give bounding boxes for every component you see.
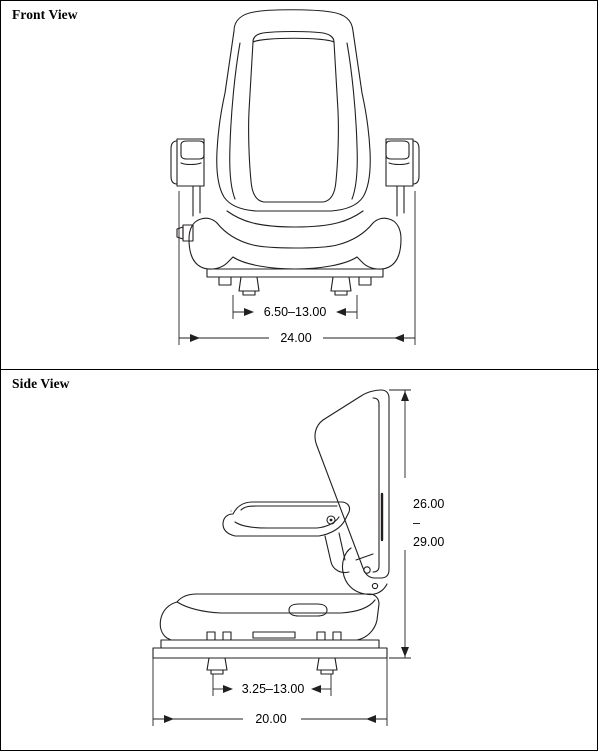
front-overall-width-label: 24.00 <box>280 331 312 345</box>
side-height-max-label: 29.00 <box>413 535 445 549</box>
side-view-panel <box>1 370 599 752</box>
side-height-separator: – <box>413 516 420 530</box>
front-view-title: Front View <box>12 7 78 22</box>
side-view-title: Side View <box>12 376 70 391</box>
side-height-dimension <box>389 390 411 658</box>
front-view-panel <box>1 1 599 370</box>
side-mount-spacing-label: 3.25–13.00 <box>241 682 305 696</box>
side-view-drawing <box>1 370 599 751</box>
front-mount-spacing-label: 6.50–13.00 <box>263 305 327 319</box>
front-view-drawing <box>1 1 599 369</box>
side-overall-depth-label: 20.00 <box>255 712 287 726</box>
side-height-min-label: 26.00 <box>413 497 445 511</box>
front-overall-width-dimension <box>179 191 415 345</box>
